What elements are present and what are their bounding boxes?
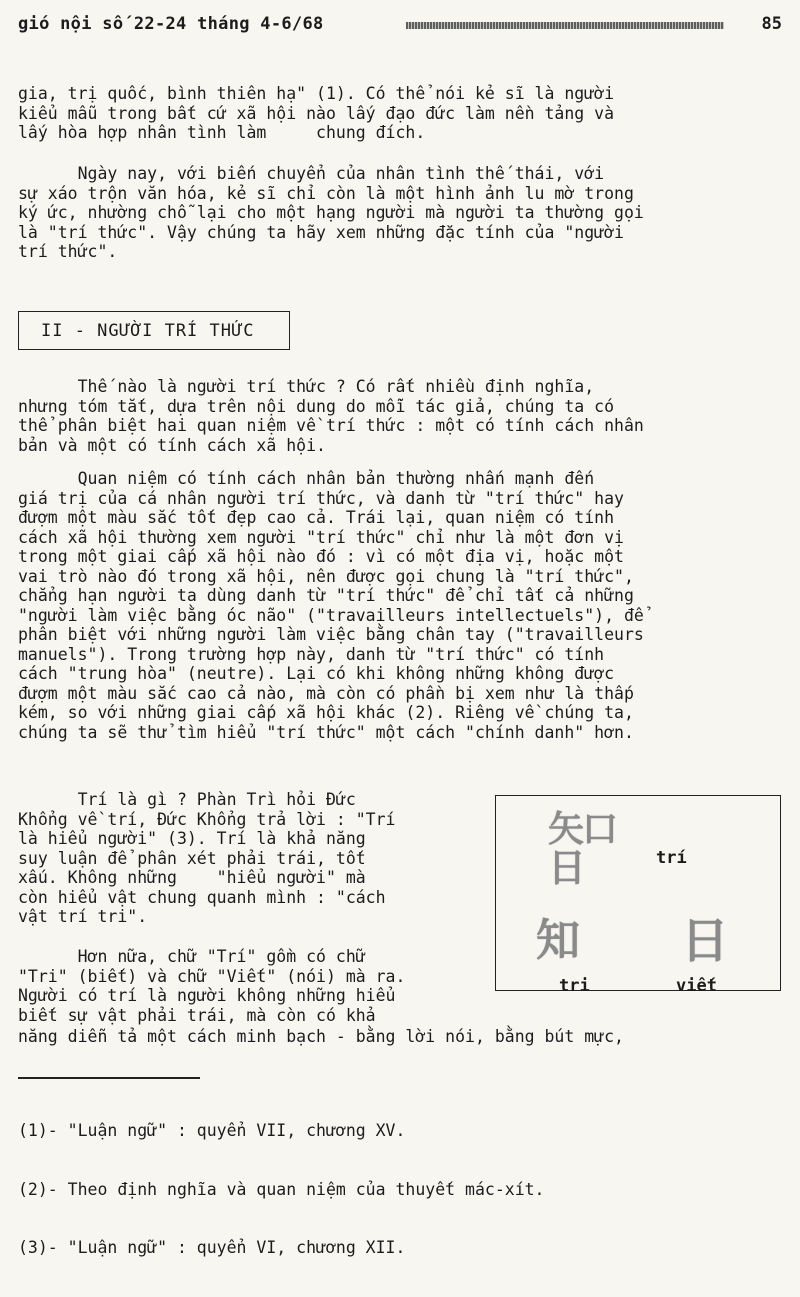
page-number: 85 (761, 14, 782, 34)
tri-know-character-glyph: 知 (536, 915, 578, 966)
paragraph-intro-continuation: gia, trị quốc, bình thiên hạ" (1). Có thể nói kẻ sĩ là người kiểu mẫu trong bất cứ xã hội nào lấy đạo đức làm nền tảng và lấy hòa hợp nhân tình làm chung đích. (18, 84, 615, 142)
tri-character-glyph (548, 809, 617, 890)
header-rule (406, 22, 724, 29)
footnote-divider (18, 1077, 200, 1079)
section-title: II - NGƯỜI TRÍ THỨC (41, 321, 255, 341)
paragraph-what-is-tri: Trí là gì ? Phàn Trì hỏi Đức Khổng về trí, Đức Khổng trả lời : "Trí là hiểu người" (3). Trí là khả năng suy luận để phân xét phải trái, tốt xấu. Không những "hiểu người" mà còn hiểu vật chung quanh mình : "cách vật trí tri". (18, 790, 396, 926)
viet-say-character-glyph: 日 (681, 913, 728, 969)
footnotes (18, 1082, 545, 1297)
section-heading-box (18, 311, 290, 350)
footnote-2: (2)- Theo định nghĩa và quan niệm của thuyết mác-xít. (18, 1179, 545, 1199)
paragraph-concepts: Quan niệm có tính cách nhân bản thường nhấn mạnh đến giá trị của cá nhân người trí thức, và danh từ "trí thức" hay đượm một màu sắc tốt đẹp cao cả. Trái lại, quan niệm có tính cách xã hội thường xem người "trí thức" chỉ như là một đơn vị trong một giai cấp xã hội nào đó : vì có một địa vị, hoặc một vai trò nào đó trong xã hội, nên được gọi chung là "trí thức", chẳng hạn người ta dùng danh từ "trí thức" để chỉ tất cả những "người làm việc bằng óc não" ("travailleurs intellectuels"), để phân biệt với những người làm việc bằng chân tay ("travailleurs manuels"). Trong trường hợp này, danh từ "trí thức" có tính cách "trung hòa" (neutre). Lại có khi không những không được đượm một màu sắc cao cả nào, mà còn có phần bị xem như là thấp kém, so với những giai cấp xã hội khác (2). Riêng về chúng ta, chúng ta sẽ thử tìm hiểu "trí thức" một cách "chính danh" hơn. (18, 469, 644, 742)
figure-label-tri-accented: trí (656, 848, 687, 868)
page-header (18, 14, 782, 38)
header-title: gió nội số 22-24 tháng 4-6/68 (18, 14, 324, 34)
tri-character-bottom: 日 (548, 846, 585, 890)
character-figure (495, 795, 781, 996)
paragraph-nowadays: Ngày nay, với biến chuyển của nhân tình thế thái, với sự xáo trộn văn hóa, kẻ sĩ chỉ còn là một hình ảnh lu mờ trong ký ức, nhường chỗ lại cho một hạng người mà người ta thường gọi là "trí thức". Vậy chúng ta hãy xem những đặc tính của "người trí thức". (18, 164, 644, 261)
figure-label-viet: viết (676, 976, 717, 996)
footnote-1: (1)- "Luận ngữ" : quyển VII, chương XV. (18, 1121, 406, 1140)
tri-character-top: 矢口 (548, 809, 617, 850)
footnote-3: (3)- "Luận ngữ" : quyển VI, chương XII. (18, 1238, 406, 1257)
paragraph-definition: Thế nào là người trí thức ? Có rất nhiều định nghĩa, nhưng tóm tắt, dựa trên nội dung do mỗi tác giả, chúng ta có thể phân biệt hai quan niệm về trí thức : một có tính cách nhân bản và một có tính cách xã hội. (18, 377, 644, 455)
paragraph-character-composition: Hơn nữa, chữ "Trí" gồm có chữ "Tri" (biết) và chữ "Viết" (nói) mà ra. Người có trí là người không những hiểu biết sự vật phải trái, mà còn có khả (18, 947, 406, 1025)
paragraph-continuation: năng diễn tả một cách minh bạch - bằng lời nói, bằng bút mực, (18, 1027, 624, 1046)
figure-label-tri: tri (559, 976, 590, 996)
